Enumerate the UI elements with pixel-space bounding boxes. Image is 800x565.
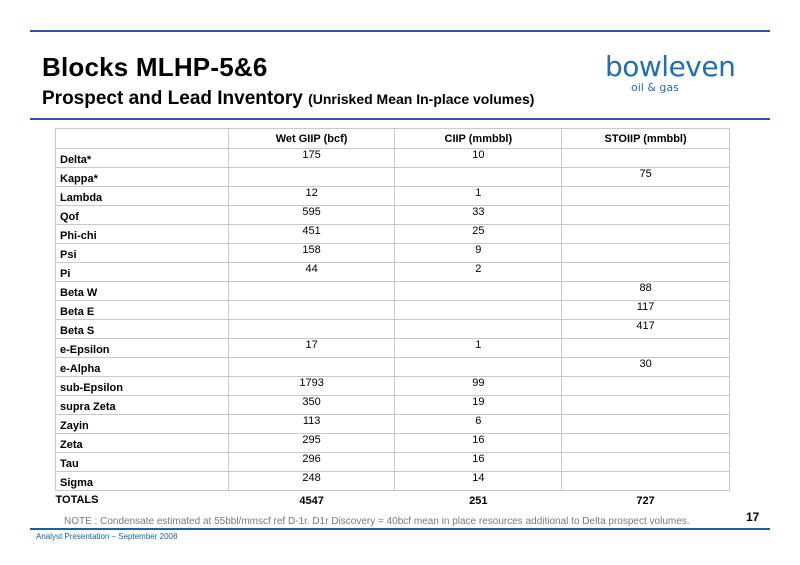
table-row: [56, 244, 730, 263]
cell-wet-giip: 595: [228, 206, 395, 225]
row-name: Kappa*: [56, 168, 229, 187]
cell-stoiip: 75: [562, 168, 730, 187]
cell-stoiip: [562, 263, 730, 282]
cell-stoiip: [562, 244, 730, 263]
cell-ciip: 25: [395, 225, 562, 244]
slide-subtitle: [42, 88, 534, 110]
row-name: Zayin: [56, 415, 229, 434]
cell-stoiip: [562, 187, 730, 206]
cell-wet-giip: 295: [228, 434, 395, 453]
cell-wet-giip: [228, 320, 395, 339]
cell-stoiip: [562, 149, 730, 168]
cell-wet-giip: 12: [228, 187, 395, 206]
cell-ciip: 10: [395, 149, 562, 168]
table-row: [56, 358, 730, 377]
cell-ciip: 9: [395, 244, 562, 263]
header-wet-giip: Wet GIIP (bcf): [228, 129, 395, 149]
table-row: [56, 472, 730, 491]
subtitle-note: (Unrisked Mean In-place volumes): [308, 91, 535, 107]
table-row: [56, 415, 730, 434]
table-row: [56, 149, 730, 168]
cell-wet-giip: 4547: [228, 491, 395, 511]
row-name: Zeta: [56, 434, 229, 453]
cell-wet-giip: 175: [228, 149, 395, 168]
header-name: [56, 129, 229, 149]
cell-ciip: [395, 168, 562, 187]
table-row: [56, 168, 730, 187]
cell-ciip: 2: [395, 263, 562, 282]
cell-ciip: 1: [395, 339, 562, 358]
cell-wet-giip: [228, 168, 395, 187]
cell-ciip: 1: [395, 187, 562, 206]
cell-stoiip: 117: [562, 301, 730, 320]
row-name: Beta E: [56, 301, 229, 320]
condensate-note: NOTE : Condensate estimated at 55bbl/mmscf ref D-1r. D1r Discovery = 40bcf mean in place resources additional to Delta prospect volumes.: [64, 516, 690, 527]
cell-ciip: 33: [395, 206, 562, 225]
cell-wet-giip: 451: [228, 225, 395, 244]
table-row: [56, 301, 730, 320]
cell-stoiip: [562, 434, 730, 453]
top-rule: [30, 30, 770, 32]
cell-stoiip: 88: [562, 282, 730, 301]
company-logo: [605, 50, 745, 92]
row-name: Psi: [56, 244, 229, 263]
cell-stoiip: [562, 339, 730, 358]
cell-ciip: 16: [395, 434, 562, 453]
cell-stoiip: 417: [562, 320, 730, 339]
row-name: Delta*: [56, 149, 229, 168]
slide-title: Blocks MLHP-5&6: [42, 52, 268, 82]
header-stoiip: STOIIP (mmbbl): [562, 129, 730, 149]
cell-ciip: 99: [395, 377, 562, 396]
row-name: supra Zeta: [56, 396, 229, 415]
cell-wet-giip: 1793: [228, 377, 395, 396]
cell-wet-giip: [228, 358, 395, 377]
row-name: Qof: [56, 206, 229, 225]
cell-ciip: 14: [395, 472, 562, 491]
footer-text: Analyst Presentation – September 2008: [36, 532, 178, 541]
subtitle-main: Prospect and Lead Inventory: [42, 88, 303, 109]
table-row: [56, 263, 730, 282]
row-name: Sigma: [56, 472, 229, 491]
table-row: [56, 282, 730, 301]
table-row: [56, 187, 730, 206]
cell-ciip: [395, 358, 562, 377]
cell-wet-giip: 296: [228, 453, 395, 472]
table-row: [56, 206, 730, 225]
cell-stoiip: [562, 225, 730, 244]
cell-stoiip: [562, 377, 730, 396]
row-name: Pi: [56, 263, 229, 282]
cell-stoiip: [562, 415, 730, 434]
cell-stoiip: 30: [562, 358, 730, 377]
cell-wet-giip: 17: [228, 339, 395, 358]
cell-ciip: [395, 320, 562, 339]
inventory-table: [55, 128, 730, 511]
cell-stoiip: [562, 396, 730, 415]
cell-ciip: [395, 282, 562, 301]
cell-wet-giip: [228, 282, 395, 301]
table-row: [56, 320, 730, 339]
cell-stoiip: [562, 453, 730, 472]
title-rule: [30, 118, 770, 120]
row-name: sub-Epsilon: [56, 377, 229, 396]
row-name: e-Alpha: [56, 358, 229, 377]
logo-subtext: oil & gas: [631, 81, 679, 94]
totals-row: [56, 491, 730, 511]
cell-stoiip: 727: [562, 491, 730, 511]
cell-wet-giip: 44: [228, 263, 395, 282]
row-name: TOTALS: [56, 491, 229, 511]
logo-wordmark: bowleven: [605, 50, 736, 83]
cell-wet-giip: 113: [228, 415, 395, 434]
cell-ciip: 251: [395, 491, 562, 511]
table-row: [56, 377, 730, 396]
cell-stoiip: [562, 206, 730, 225]
table-row: [56, 453, 730, 472]
header-ciip: CIIP (mmbbl): [395, 129, 562, 149]
row-name: Tau: [56, 453, 229, 472]
cell-wet-giip: 350: [228, 396, 395, 415]
table-row: [56, 434, 730, 453]
table-row: [56, 339, 730, 358]
row-name: Beta S: [56, 320, 229, 339]
cell-ciip: 16: [395, 453, 562, 472]
cell-stoiip: [562, 472, 730, 491]
cell-wet-giip: 248: [228, 472, 395, 491]
cell-wet-giip: 158: [228, 244, 395, 263]
row-name: Lambda: [56, 187, 229, 206]
bottom-rule: [30, 528, 770, 530]
table-row: [56, 396, 730, 415]
cell-ciip: 6: [395, 415, 562, 434]
row-name: Phi-chi: [56, 225, 229, 244]
cell-ciip: [395, 301, 562, 320]
cell-wet-giip: [228, 301, 395, 320]
table-row: [56, 225, 730, 244]
page-number: 17: [746, 510, 760, 524]
cell-ciip: 19: [395, 396, 562, 415]
table-header-row: [56, 129, 730, 149]
row-name: e-Epsilon: [56, 339, 229, 358]
row-name: Beta W: [56, 282, 229, 301]
